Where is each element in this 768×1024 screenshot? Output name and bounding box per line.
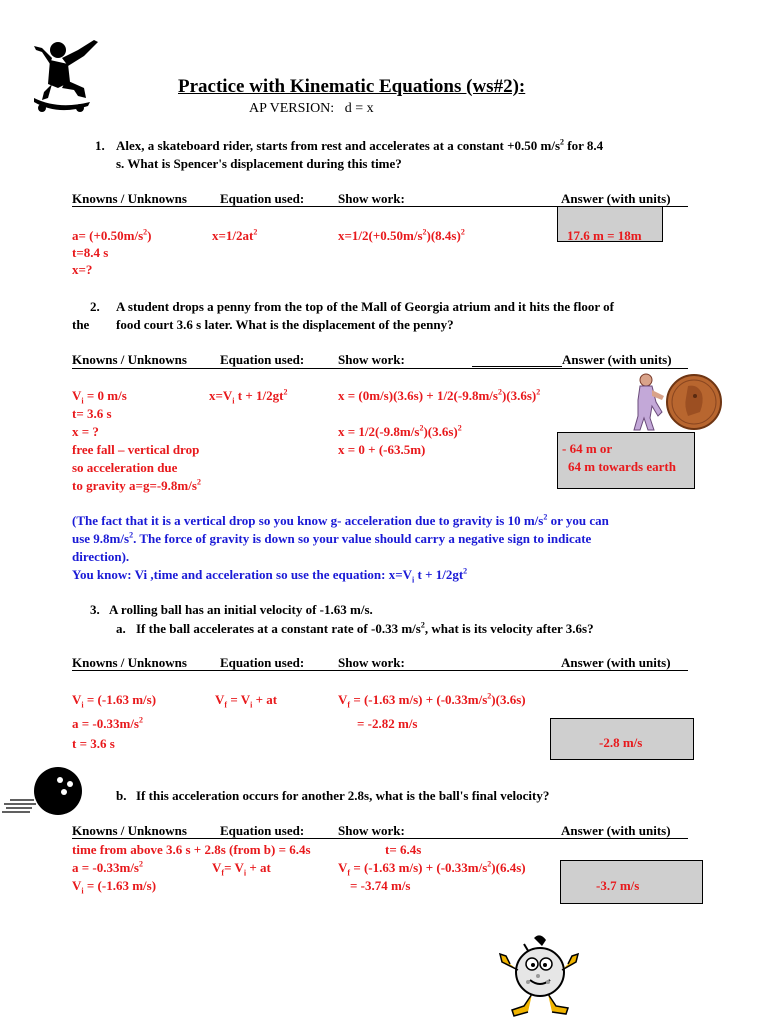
q1-col-work: Show work: — [338, 191, 405, 206]
q2-equation: $x=V_i$ $t + 1/2gt^2$ — [209, 387, 288, 406]
q3a-col-work: Show work: — [338, 655, 405, 670]
q3-number: 3. — [90, 602, 100, 617]
q2-known-x: x = ? — [72, 424, 99, 439]
q3a-label: a. — [116, 621, 126, 636]
version-label: AP VERSION: — [249, 101, 335, 116]
q3a-work-line2: = -2.82 m/s — [357, 716, 418, 731]
q2-text-line2a: the — [72, 317, 90, 332]
q2-note-line4: You know: Vi ,time and acceleration so use the equation: $x=V_i$ $t + 1/2gt^2$ — [72, 566, 468, 585]
q2-note-line3: direction). — [72, 549, 130, 564]
q1-equation: $x=1/2at^2$ — [212, 227, 258, 243]
q3b-known-a: $a = -0.33m/s^2$ — [72, 859, 143, 875]
q2-number: 2. — [90, 299, 100, 314]
q3a-col-answer: Answer (with units) — [561, 655, 671, 670]
penny-icon — [632, 372, 724, 434]
q3b-answer-box — [560, 860, 703, 904]
q1-answer: 17.6 m = 18m — [567, 228, 642, 243]
page-title: Practice with Kinematic Equations (ws#2): — [178, 76, 526, 97]
q1-number: 1. — [95, 138, 105, 153]
q1-known-t: t=8.4 s — [72, 245, 109, 260]
q2-col-work: Show work: — [338, 352, 405, 367]
q2-col-answer: Answer (with units) — [562, 352, 672, 367]
q3b-text: If this acceleration occurs for another 2.8s, what is the ball's final velocity? — [136, 788, 550, 803]
q2-known-freefall: free fall – vertical drop — [72, 442, 200, 457]
q1-col-answer: Answer (with units) — [561, 191, 671, 206]
q3a-work-line1: $V_f = (-1.63$ $m/s) + (-0.33m/s^2)(3.6s)$ — [338, 691, 526, 710]
q2-known-vi: $V_i = 0$ m/s — [72, 388, 127, 406]
q2-answer-underline — [472, 366, 562, 367]
q3b-header-rule — [72, 838, 688, 839]
version-line — [249, 100, 374, 117]
q2-note-line1: (The fact that it is a vertical drop so you know g- acceleration due to gravity is 10 $m/s^2$ or you can — [72, 512, 609, 528]
q3-text: A rolling ball has an initial velocity of -1.63 m/s. — [109, 602, 373, 617]
q3b-label: b. — [116, 788, 127, 803]
q2-answer-line2: 64 m towards earth — [568, 459, 676, 474]
q1-col-knowns: Knowns / Unknowns — [72, 191, 187, 206]
q3a-known-a: $a = -0.33m/s^2$ — [72, 715, 143, 731]
q3b-answer: -3.7 m/s — [596, 878, 640, 893]
q3b-col-work: Show work: — [338, 823, 405, 838]
q3b-equation: $V_f= V_i$ + at — [212, 860, 271, 878]
q3b-col-knowns: Knowns / Unknowns — [72, 823, 187, 838]
q2-answer-box — [557, 432, 695, 489]
q3a-equation: $V_f = V_i$ + at — [215, 692, 278, 710]
q3b-work-line1: $V_f = (-1.63$ $m/s) + (-0.33m/s^2)(6.4s)$ — [338, 859, 526, 878]
q2-col-equation: Equation used: — [220, 352, 305, 367]
running-ball-icon — [494, 934, 586, 1020]
q3a-col-knowns: Knowns / Unknowns — [72, 655, 187, 670]
q1-known-x: x=? — [72, 262, 93, 277]
q2-known-accel: so acceleration due — [72, 460, 178, 475]
q3a-col-equation: Equation used: — [220, 655, 305, 670]
q1-work: $x=1/2(+0.50m/s^2)(8.4s)^2$ — [338, 227, 465, 243]
q1-col-equation: Equation used: — [220, 191, 305, 206]
version-value: d = x — [344, 101, 374, 116]
q2-note-line2: use $9.8m/s^2$. The force of gravity is down so your value should carry a negative sign to indicate — [72, 530, 592, 546]
q2-work-line3: x = 0 + (-63.5m) — [338, 442, 426, 457]
q3a-known-vi: $V_i = (-1.63$ m/s) — [72, 692, 157, 710]
q3b-col-answer: Answer (with units) — [561, 823, 671, 838]
q2-text-line2b: food court 3.6 s later. What is the displacement of the penny? — [116, 317, 454, 332]
q2-col-knowns: Knowns / Unknowns — [72, 352, 187, 367]
bowling-ball-icon — [2, 766, 88, 818]
q3a-text: If the ball accelerates at a constant rate of -0.33 $m/s^2$, what is its velocity after 3.6s? — [136, 620, 594, 636]
q3b-known-time: time from above 3.6 s + 2.8s (from b) = 6.4s — [72, 842, 311, 857]
q1-text-line1: Alex, a skateboard rider, starts from rest and accelerates at a constant +0.50 $m/s^2$ for 8.4 — [116, 137, 604, 153]
q3a-answer-box — [550, 718, 694, 760]
skateboarder-icon — [28, 36, 104, 116]
q2-text-line1: A student drops a penny from the top of the Mall of Georgia atrium and it hits the floor of — [116, 299, 614, 314]
q3a-header-rule — [72, 670, 688, 671]
q3a-answer: -2.8 m/s — [599, 735, 643, 750]
q3a-known-t: t = 3.6 s — [72, 736, 115, 751]
q3b-known-vi: $V_i = (-1.63$ m/s) — [72, 878, 157, 896]
q2-work-line1: $x = (0m/s)(3.6s) + 1/2(-9.8m/s^2)(3.6s)^2$ — [338, 387, 541, 403]
q1-known-a: $a= (+0.50m/s^2)$ — [72, 227, 152, 243]
q2-answer-line1: - 64 m or — [562, 441, 613, 456]
q3b-col-equation: Equation used: — [220, 823, 305, 838]
q3b-work-line2: = -3.74 m/s — [350, 878, 411, 893]
q1-answer-box — [557, 206, 663, 242]
q1-text-line2: s. What is Spencer's displacement during this time? — [116, 156, 402, 171]
q3b-known-t: t= 6.4s — [385, 842, 422, 857]
q2-work-line2: $x = 1/2(-9.8m/s^2)(3.6s)^2$ — [338, 423, 462, 439]
q2-header-rule — [72, 368, 688, 369]
q2-known-t: t= 3.6 s — [72, 406, 112, 421]
q2-known-gravity: to gravity $a=g=-9.8m/s^2$ — [72, 477, 201, 493]
